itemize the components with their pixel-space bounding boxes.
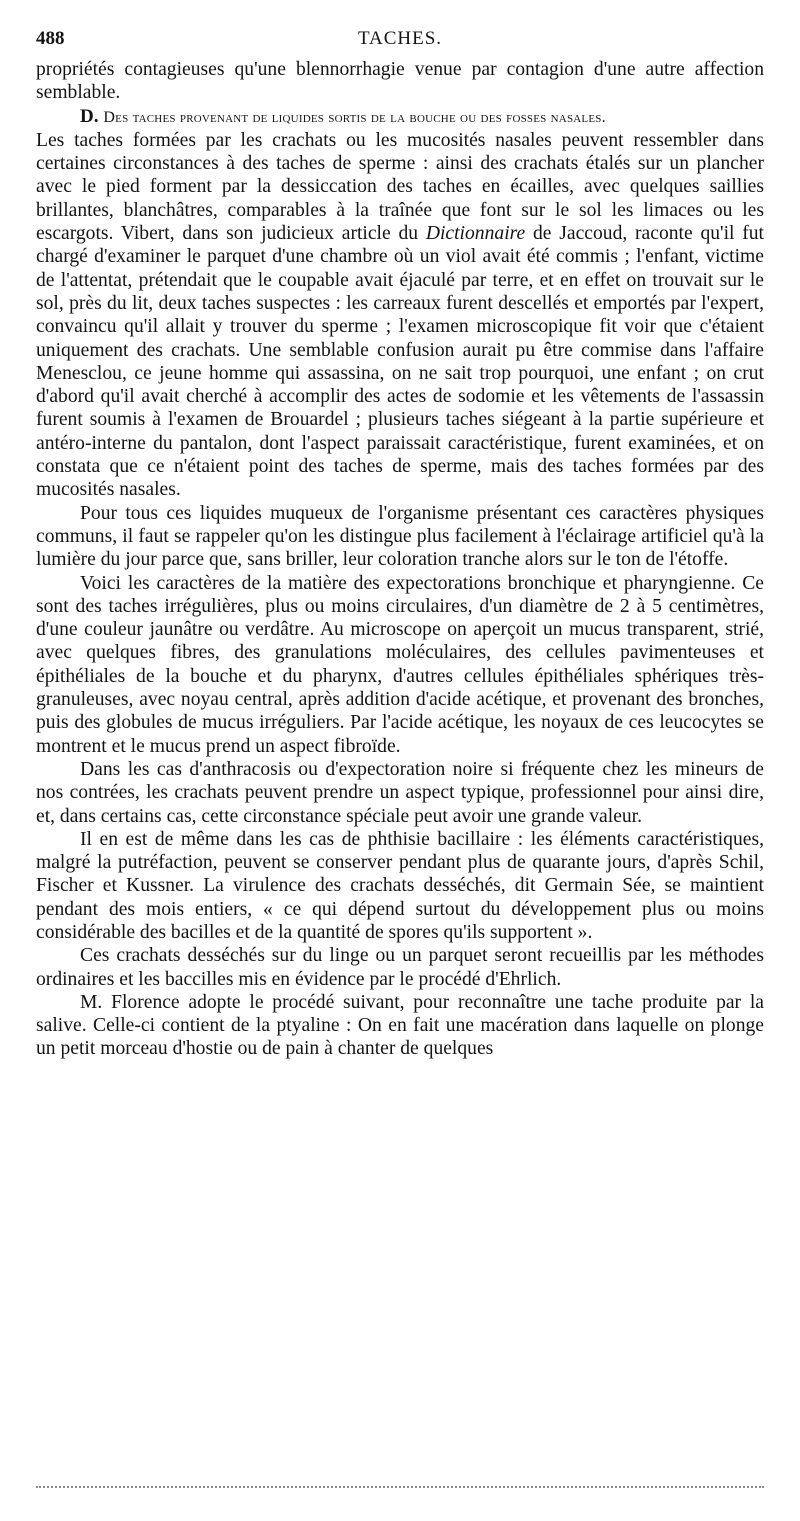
- body-text: [36, 58, 764, 1061]
- italic-title: Dictionnaire: [425, 223, 526, 245]
- page-number: 488: [36, 28, 65, 49]
- section-letter: D.: [80, 105, 99, 127]
- section-heading-text: Des taches provenant de liquides sortis de la bouche ou des fosses nasales.: [103, 108, 606, 126]
- paragraph-dried-sputum: Ces crachats desséchés sur du linge ou un parquet seront recueillis par les méthodes ordinaires et les baccilles mis en évidence par le procédé d'Ehrlich.: [36, 945, 764, 990]
- paragraph-saliva-procedure: M. Florence adopte le procédé suivant, pour reconnaître une tache produite par la salive. Celle-ci contient de la ptyaline : On en fait une macération dans laquelle on plonge un petit morceau d'hostie ou de pain à chanter de quelques: [36, 991, 764, 1060]
- section-heading: [36, 105, 764, 129]
- book-page: [36, 28, 764, 1061]
- footer-rule: [36, 1486, 764, 1488]
- running-title: TACHES.: [357, 28, 443, 49]
- paragraph-phthisis: Il en est de même dans les cas de phthisie bacillaire : les éléments caractéristiques, malgré la putréfaction, peuvent se conserver pendant plus de quarante jours, d'après Schil, Fischer et Kussner. La virulence des crachats desséchés, dit Germain Sée, se maintient pendant des mois entiers, « ce qui dépend surtout du développement plus ou moins considérable des bacilles et de la quantité de spores qu'ils supportent ».: [36, 828, 764, 943]
- paragraph-stains-sputum: [36, 129, 764, 502]
- paragraph-expectoration: Voici les caractères de la matière des expectorations bronchique et pharyngienne. Ce sont des taches irrégulières, plus ou moins circulaires, d'un diamètre de 2 à 5 centimètres, d'une couleur jaunâtre ou verdâtre. Au microscope on aperçoit un mucus transparent, strié, avec quelques fibres, des granulations moléculaires, des cellules pavimenteuses et épithéliales de la bouche et du pharynx, d'autres cellules épithéliales sphériques très-granuleuses, avec noyau central, après addition d'acide acétique, et provenant des bronches, puis des globules de mucus irréguliers. Par l'acide acétique, les noyaux de ces leucocytes se montrent et le mucus prend un aspect fibroïde.: [36, 572, 764, 757]
- paragraph-mucous-liquids: Pour tous ces liquides muqueux de l'organisme présentant ces caractères physiques communs, il faut se rappeler qu'on les distingue plus facilement à l'éclairage artificiel qu'à la lumière du jour parce que, sans briller, leur coloration tranche alors sur le ton de l'étoffe.: [36, 502, 764, 571]
- paragraph-text: Les taches formées par les crachats ou les mucosités nasales peuvent ressembler dans certaines circonstances à des taches de sperme : ainsi des crachats étalés sur un plancher avec le pied forment par la dessiccation des taches en écailles, avec quelques saillies brillantes, blanchâtres, comparables à la traînée que font sur le sol les limaces ou les escargots. Vibert, dans son judicieux article du: [36, 129, 764, 245]
- page-header: [36, 28, 764, 58]
- paragraph-continuation: propriétés contagieuses qu'une blennorrhagie venue par contagion d'une autre affection semblable.: [36, 59, 764, 104]
- paragraph-anthracosis: Dans les cas d'anthracosis ou d'expectoration noire si fréquente chez les mineurs de nos contrées, les crachats peuvent prendre un aspect typique, professionnel pour ainsi dire, et, dans certains cas, cette circonstance spéciale peut avoir une grande valeur.: [36, 758, 764, 827]
- paragraph-text: de Jaccoud, raconte qu'il fut chargé d'examiner le parquet d'une chambre où un viol avait été commis ; l'enfant, victime de l'attentat, prétendait que le coupable avait éjaculé par terre, et en effet on trouvait sur le sol, près du lit, deux taches suspectes : les carreaux furent descellés et emportés par l'expert, convaincu qu'il allait y trouver du sperme ; l'examen microscopique fit voir que c'étaient uniquement des crachats. Une semblable confusion aurait pu être commise dans l'affaire Menesclou, ce jeune homme qui assassina, on ne sait trop pourquoi, une enfant ; on crut d'abord qu'il avait cherché à accomplir des actes de sodomie et les vêtements de l'assassin furent soumis à l'examen de Brouardel ; plusieurs taches siégeant à la partie supérieure et antéro-interne du pantalon, dont l'aspect paraissait caractéristique, furent examinées, et on constata que ce n'étaient point des taches de sperme, mais des taches formées par des mucosités nasales.: [36, 223, 764, 501]
